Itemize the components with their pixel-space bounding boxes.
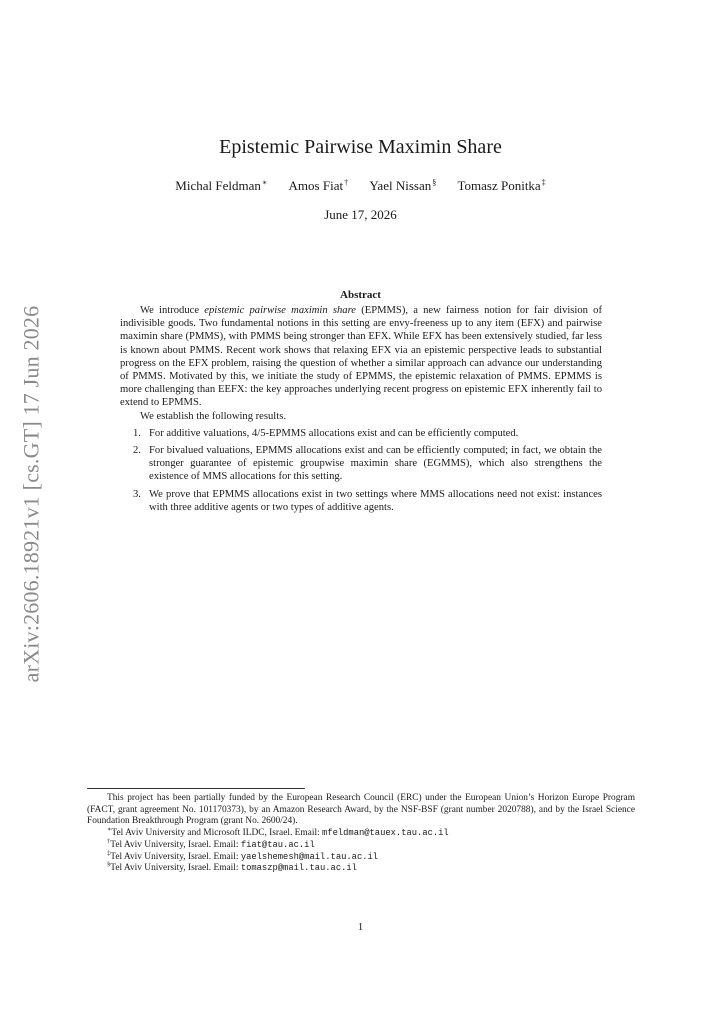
author-list bbox=[0, 177, 721, 195]
author-name: Yael Nissan bbox=[369, 178, 432, 193]
footnote-divider bbox=[87, 788, 305, 789]
abstract-paragraph bbox=[120, 304, 602, 410]
footnote-mark: ‡ bbox=[107, 849, 111, 857]
author-entry bbox=[457, 178, 545, 193]
affiliation-text: Tel Aviv University, Israel. Email: bbox=[110, 851, 241, 862]
footnote-mark: § bbox=[107, 861, 111, 869]
affiliation-footnote bbox=[87, 849, 635, 864]
result-text: For additive valuations, 4/5-EPMMS allocations exist and can be efficiently computed. bbox=[149, 427, 519, 439]
arxiv-identifier-stamp bbox=[8, 298, 54, 690]
email-link[interactable]: fiat@tau.ac.il bbox=[240, 839, 315, 850]
abstract-text: (EPMMS), a new fairness notion for fair division of indivisible goods. Two fundamental notions in this setting are envy-freeness up to any item (EFX) and pairwise maximin share (PMMS), with PMMS being stronger than EFX. While EFX has been extensively studied, far less is known about PMMS. Recent work shows that relaxing EFX via an epistemic perspective leads to substantial progress on the EFX problem, raising the question of whether a similar approach can advance our understanding of PMMS. Motivated by this, we initiate the study of EPMMS, the epistemic relaxation of PMMS. EPMMS is more challenging than EEFX: the key approaches underlying recent progress on epistemic EFX inherently fail to extend to EPMMS. bbox=[120, 305, 602, 409]
affiliation-text: Tel Aviv University, Israel. Email: bbox=[110, 863, 241, 874]
author-footnote-mark[interactable]: ‡ bbox=[541, 178, 546, 187]
paper-title: Epistemic Pairwise Maximin Share bbox=[219, 136, 502, 158]
abstract-text: We introduce bbox=[140, 305, 205, 316]
result-text: For bivalued valuations, EPMMS allocations exist and can be efficiently computed; in fact, we obtain the stronger guarantee of epistemic groupwise maximin share (EGMMS), which also strengthens the existence of MMS allocations for this setting. bbox=[149, 445, 602, 483]
footnote-mark: † bbox=[107, 837, 111, 845]
page-number: 1 bbox=[357, 921, 364, 933]
affiliation-text: Tel Aviv University and Microsoft ILDC, Israel. Email: bbox=[111, 828, 323, 839]
results-list bbox=[120, 427, 602, 514]
author-name: Tomasz Ponitka bbox=[457, 178, 541, 193]
affiliation-footnote bbox=[87, 828, 635, 840]
footnotes bbox=[87, 793, 635, 875]
author-footnote-mark[interactable]: § bbox=[432, 178, 437, 187]
abstract-emphasis: epistemic pairwise maximin share bbox=[204, 305, 356, 316]
author-entry bbox=[289, 178, 349, 193]
affiliation-text: Tel Aviv University, Israel. Email: bbox=[110, 839, 241, 850]
result-number: 1. bbox=[133, 427, 141, 439]
abstract-body bbox=[120, 304, 602, 518]
results-intro: We establish the following results. bbox=[140, 410, 286, 422]
result-number: 3. bbox=[133, 488, 141, 500]
arxiv-identifier-text: arXiv:2606.18921v1 [cs.GT] 17 Jun 2026 bbox=[18, 305, 44, 683]
footnote-mark: ∗ bbox=[107, 826, 112, 834]
author-footnote-mark[interactable]: † bbox=[344, 178, 349, 187]
result-item bbox=[120, 444, 602, 484]
email-link[interactable]: yaelshemesh@mail.tau.ac.il bbox=[240, 851, 379, 862]
result-item bbox=[120, 427, 602, 440]
email-link[interactable]: tomaszp@mail.tau.ac.il bbox=[240, 863, 357, 874]
author-entry bbox=[369, 178, 436, 193]
author-footnote-mark[interactable]: ∗ bbox=[261, 178, 268, 187]
abstract-heading: Abstract bbox=[340, 289, 381, 301]
affiliation-footnote bbox=[87, 863, 635, 875]
funding-note: This project has been partially funded by the European Research Council (ERC) under the European Union’s Horizon Europe Program (FACT, grant agreement No. 101170373), by an Amazon Research Award, by the NSF-BSF (grant number 2020788), and by the Israel Science Foundation Breakthrough Program (grant No. 2600/24). bbox=[87, 793, 635, 827]
result-text: We prove that EPMMS allocations exist in two settings where MMS allocations need not exist: instances with three additive agents or two types of additive agents. bbox=[149, 488, 602, 513]
author-name: Michal Feldman bbox=[175, 178, 261, 193]
author-entry bbox=[175, 178, 267, 193]
result-item bbox=[120, 488, 602, 514]
affiliation-footnote bbox=[87, 837, 635, 852]
paper-date: June 17, 2026 bbox=[324, 207, 397, 222]
author-name: Amos Fiat bbox=[288, 178, 344, 193]
email-link[interactable]: mfeldman@tauex.tau.ac.il bbox=[322, 828, 449, 839]
result-number: 2. bbox=[133, 445, 141, 457]
